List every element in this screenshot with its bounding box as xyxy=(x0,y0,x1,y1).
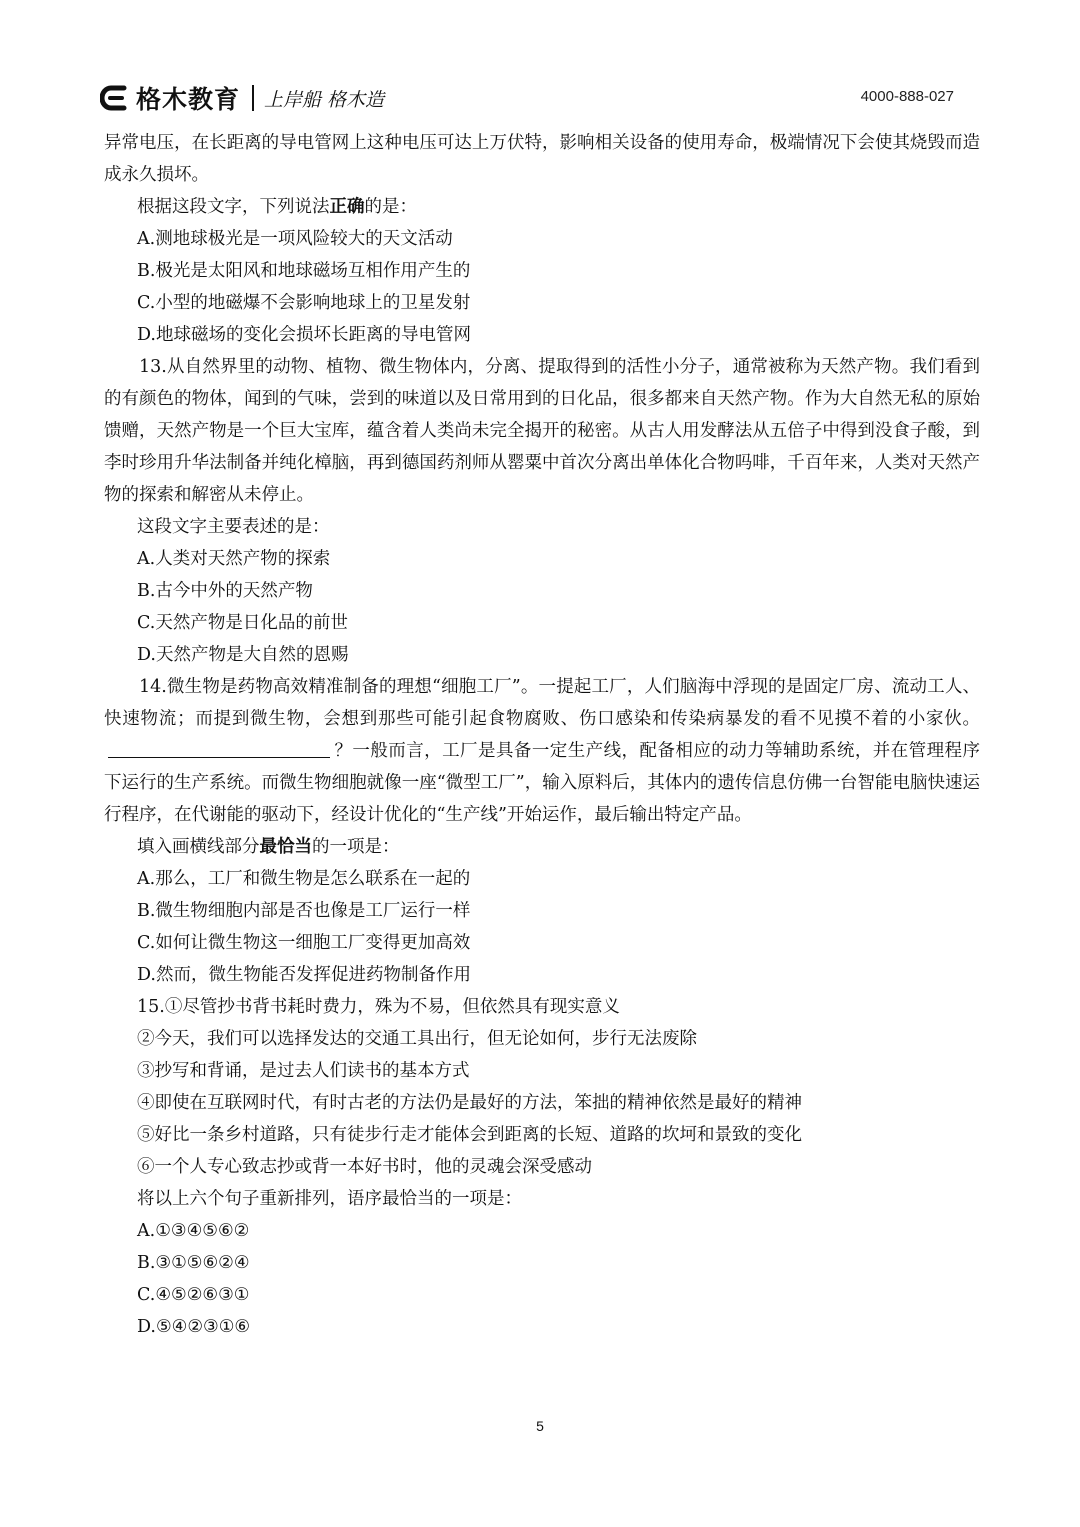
q14-option-c: C.如何让微生物这一细胞工厂变得更加高效 xyxy=(137,933,471,953)
q12-passage-tail: 异常电压，在长距离的导电管网上这种电压可达上万伏特，影响相关设备的使用寿命，极端情况下会使其烧毁而造成永久损坏。 xyxy=(104,133,980,185)
q13-prompt: 这段文字主要表述的是： xyxy=(137,517,330,537)
q15-sentence-6: ⑥一个人专心致志抄或背一本好书时，他的灵魂会深受感动 xyxy=(137,1157,592,1177)
brand-slogan: 上岸船 格木造 xyxy=(264,88,385,111)
q15-option-a: A.①③④⑤⑥② xyxy=(137,1221,250,1241)
q15-option-c: C.④⑤②⑥③① xyxy=(137,1285,250,1305)
q12-option-a: A.测地球极光是一项风险较大的天文活动 xyxy=(137,229,453,249)
q14-passage: 14.微生物是药物高效精准制备的理想“细胞工厂”。一提起工厂，人们脑海中浮现的是固定厂房、流动工人、快速物流；而提到微生物，会想到那些可能引起食物腐败、伤口感染和传染病暴发的看不见摸不着的小家伙。？一般而言，工厂是具备一定生产线，配备相应的动力等辅助系统，并在管理程序下运行的生产系统。而微生物细胞就像一座“微型工厂”，输入原料后，其体内的遗传信息仿佛一台智能电脑快速运行程序，在代谢能的驱动下，经设计优化的“生产线”开始运作，最后输出特定产品。 xyxy=(104,677,980,825)
q13-option-b: B.古今中外的天然产物 xyxy=(137,581,313,601)
document-body xyxy=(104,127,980,1343)
q14-prompt-emphasis: 最恰当 xyxy=(259,837,312,857)
q15-option-d: D.⑤④②③①⑥ xyxy=(137,1317,251,1337)
q15-sentence-2: ②今天，我们可以选择发达的交通工具出行，但无论如何，步行无法废除 xyxy=(137,1029,697,1049)
q13-passage: 13.从自然界里的动物、植物、微生物体内，分离、提取得到的活性小分子，通常被称为天然产物。我们看到的有颜色的物体，闻到的气味，尝到的味道以及日常用到的日化品，很多都来自天然产物。作为大自然无私的原始馈赠，天然产物是一个巨大宝库，蕴含着人类尚未完全揭开的秘密。从古人用发酵法从五倍子中得到没食子酸，到李时珍用升华法制备并纯化樟脑，再到德国药剂师从罂粟中首次分离出单体化合物吗啡，千百年来，人类对天然产物的探索和解密从未停止。 xyxy=(104,357,980,505)
q14-option-b: B.微生物细胞内部是否也像是工厂运行一样 xyxy=(137,901,471,921)
logo-divider xyxy=(252,85,254,111)
q13-option-a: A.人类对天然产物的探索 xyxy=(137,549,331,569)
page-number: 5 xyxy=(536,1418,544,1434)
q12-prompt: 根据这段文字，下列说法正确的是： xyxy=(137,197,417,217)
q13-option-d: D.天然产物是大自然的恩赐 xyxy=(137,645,349,665)
q15-prompt: 将以上六个句子重新排列，语序最恰当的一项是： xyxy=(137,1189,522,1209)
brand-logo xyxy=(100,80,384,116)
q14-prompt: 填入画横线部分最恰当的一项是： xyxy=(137,837,400,857)
fill-in-blank xyxy=(108,739,330,758)
q15-sentence-5: ⑤好比一条乡村道路，只有徒步行走才能体会到距离的长短、道路的坎坷和景致的变化 xyxy=(137,1125,802,1145)
brand-mark-icon xyxy=(100,83,130,113)
q13-option-c: C.天然产物是日化品的前世 xyxy=(137,613,348,633)
q15-option-b: B.③①⑤⑥②④ xyxy=(137,1253,250,1273)
q15-sentence-4: ④即使在互联网时代，有时古老的方法仍是最好的方法，笨拙的精神依然是最好的精神 xyxy=(137,1093,802,1113)
q14-option-d: D.然而，微生物能否发挥促进药物制备作用 xyxy=(137,965,471,985)
q15-sentence-1: 15.①尽管抄书背书耗时费力，殊为不易，但依然具有现实意义 xyxy=(137,997,620,1017)
q14-option-a: A.那么，工厂和微生物是怎么联系在一起的 xyxy=(137,869,471,889)
q12-option-c: C.小型的地磁爆不会影响地球上的卫星发射 xyxy=(137,293,471,313)
q15-sentence-3: ③抄写和背诵，是过去人们读书的基本方式 xyxy=(137,1061,470,1081)
brand-name: 格木教育 xyxy=(136,85,241,114)
q12-option-b: B.极光是太阳风和地球磁场互相作用产生的 xyxy=(137,261,471,281)
q12-option-d: D.地球磁场的变化会损坏长距离的导电管网 xyxy=(137,325,471,345)
page-header xyxy=(100,80,980,120)
q12-prompt-emphasis: 正确 xyxy=(329,197,365,217)
hotline-number: 4000-888-027 xyxy=(860,88,954,105)
